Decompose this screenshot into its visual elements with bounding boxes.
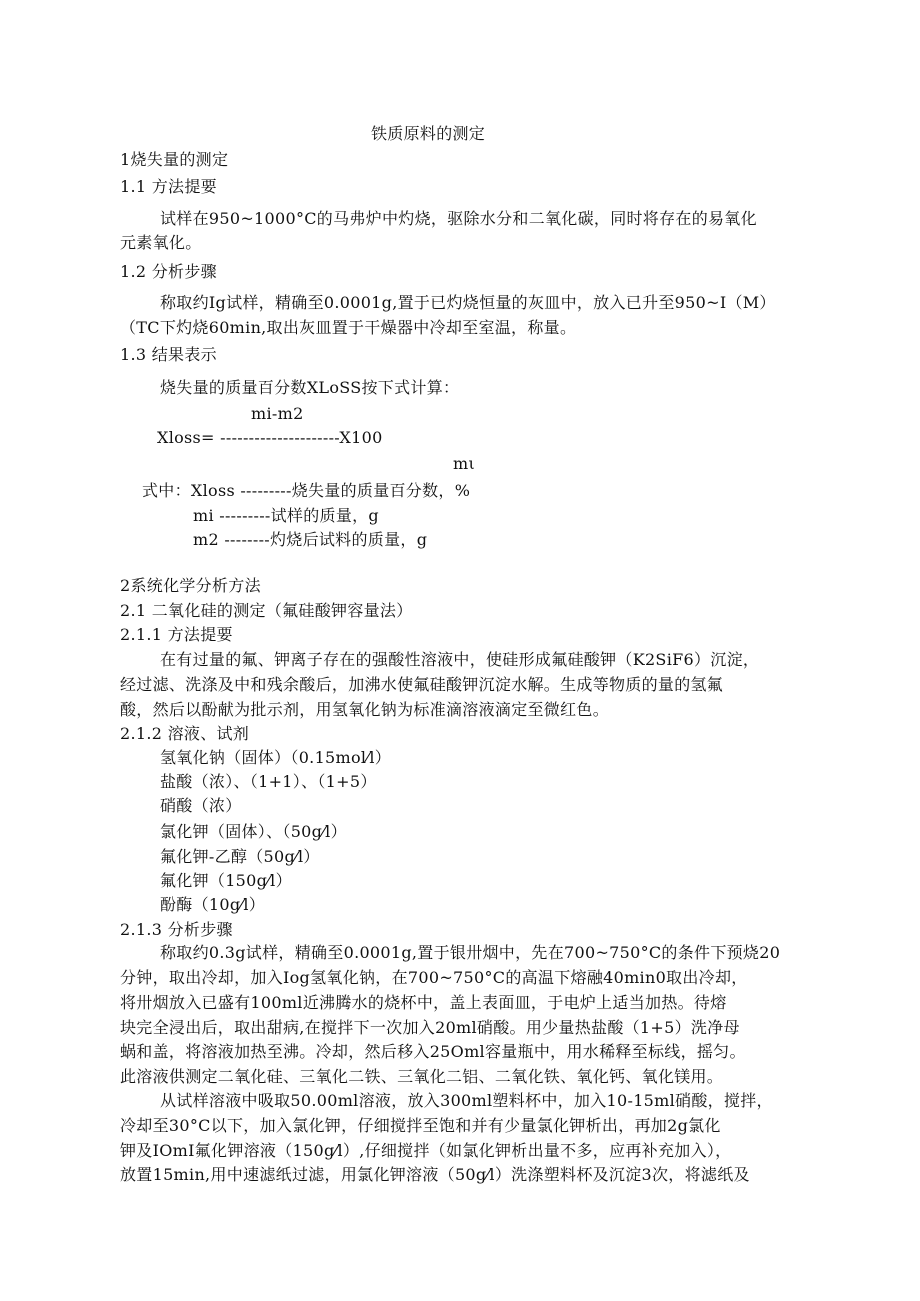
paragraph-line: 元素氧化。 — [120, 233, 202, 252]
paragraph-line: 放置15min,用中速滤纸过滤，用氯化钾溶液（50g⁄l）洗涤塑料杯及沉淀3次，将滤纸及 — [120, 1165, 750, 1184]
formula-explanation: m2 --------灼烧后试料的质量，g — [193, 530, 428, 549]
paragraph-line: 蜗和盖，将溶液加热至沸。冷却，然后移入25Oml容量瓶中，用水稀释至标线，摇匀。 — [120, 1042, 746, 1061]
subsection-heading: 2.1.2 溶液、试剂 — [120, 724, 250, 743]
paragraph-line: 称取约Ig试样，精确至0.0001g,置于已灼烧恒量的灰皿中，放入已升至950~I（M） — [160, 293, 776, 312]
subsection-heading: 1.3 结果表示 — [120, 345, 217, 364]
paragraph-line: 将卅烟放入已盛有100ml近沸腾水的烧杯中，盖上表面皿，于电炉上适当加热。待熔 — [120, 993, 727, 1012]
reagent-item: 氟化钾（150g⁄l） — [160, 871, 292, 890]
paragraph-line: 此溶液供测定二氧化硅、三氧化二铁、三氧化二铝、二氧化铁、氧化钙、氧化镁用。 — [120, 1067, 724, 1086]
subsection-heading: 1.2 分析步骤 — [120, 262, 217, 281]
reagent-item: 酚酶（10g⁄l） — [160, 895, 266, 914]
subsection-heading: 1.1 方法提要 — [120, 177, 217, 196]
paragraph-line: 钾及IOmI氟化钾溶液（150g⁄l）,仔细搅拌（如氯化钾析出量不多，应再补充加入）， — [120, 1141, 732, 1160]
formula-numerator: mi-m2 — [251, 404, 304, 423]
reagent-item: 氟化钾-乙醇（50g⁄l） — [160, 847, 320, 866]
reagent-item: 氢氧化钠（固体）（0.15mol⁄l） — [160, 748, 392, 767]
paragraph-line: （TC下灼烧60min,取出灰皿置于干燥器中冷却至室温，称量。 — [120, 318, 577, 337]
paragraph-line: 称取约0.3g试样，精确至0.0001g,置于银卅烟中，先在700~750°C的条件下预烧20 — [160, 943, 781, 962]
paragraph-line: 分钟，取出冷却，加入Iog氢氧化钠，在700~750°C的高温下熔融40min0取出冷却， — [120, 968, 748, 987]
paragraph-line: 经过滤、洗涤及中和残余酸后，加沸水使氟硅酸钾沉淀水解。生成等物质的量的氢氟 — [120, 675, 724, 694]
paragraph-line: 酸，然后以酚献为批示剂，用氢氧化钠为标准滴溶液滴定至微红色。 — [120, 700, 610, 719]
paragraph-line: 在有过量的氟、钾离子存在的强酸性溶液中，使硅形成氟硅酸钾（K2SiF6）沉淀， — [160, 650, 760, 669]
subsection-heading: 2.1.3 分析步骤 — [120, 920, 233, 939]
subsection-heading: 2.1.1 方法提要 — [120, 625, 233, 644]
subsection-heading: 2.1 二氧化硅的测定（氟硅酸钾容量法） — [120, 601, 413, 620]
formula-explanation: 式中：Xloss ---------烧失量的质量百分数，% — [142, 481, 471, 500]
document-title: 铁质原料的测定 — [371, 124, 486, 143]
reagent-item: 氯化钾（固体）、（50g⁄l） — [160, 822, 347, 841]
paragraph-line: 冷却至30°C以下，加入氯化钾，仔细搅拌至饱和并有少量氯化钾析出，再加2g氯化 — [120, 1116, 721, 1135]
paragraph-line: 烧失量的质量百分数XLoSS按下式计算： — [160, 378, 460, 397]
section-heading: 1烧失量的测定 — [120, 150, 229, 169]
formula-line: Xloss= ---------------------X100 — [157, 428, 383, 447]
formula-explanation: mi ---------试样的质量，g — [193, 506, 379, 525]
reagent-item: 盐酸（浓）、（1+1）、（1+5） — [160, 772, 377, 791]
reagent-item: 硝酸（浓） — [160, 796, 242, 815]
paragraph-line: 从试样溶液中吸取50.00ml溶液，放入300ml塑料杯中，加入10-15ml硝酸，搅拌， — [160, 1091, 773, 1110]
paragraph-line: 试样在950~1000°C的马弗炉中灼烧，驱除水分和二氧化碳，同时将存在的易氧化 — [160, 209, 757, 228]
paragraph-line: 块完全浸出后，取出甜病,在搅拌下一次加入20ml硝酸。用少量热盐酸（1+5）洗净母 — [120, 1018, 740, 1037]
formula-denominator: mι — [453, 454, 476, 473]
section-heading: 2系统化学分析方法 — [120, 576, 261, 595]
